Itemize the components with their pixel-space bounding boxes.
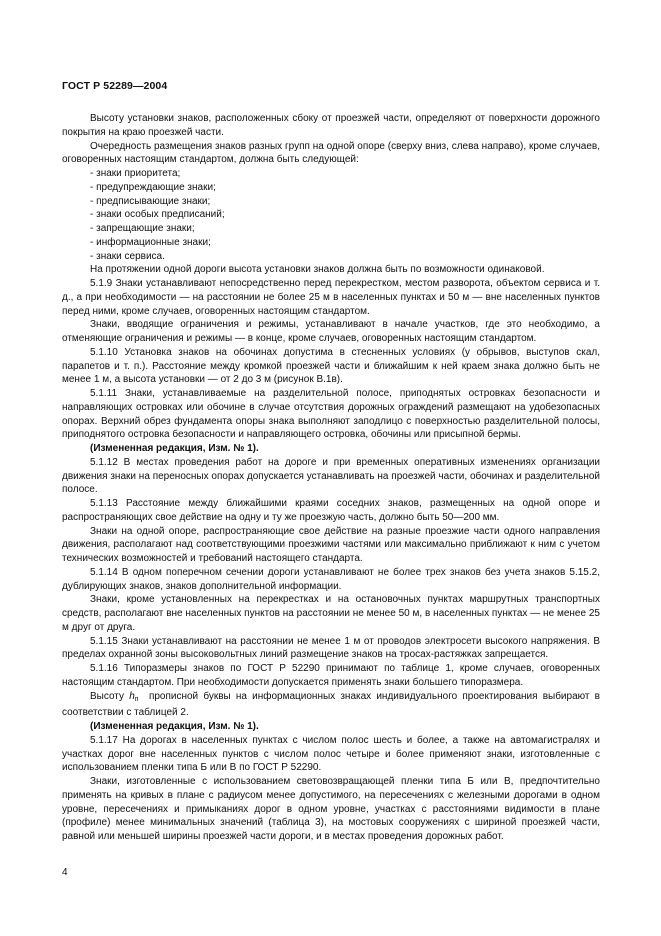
clause-5-1-13: 5.1.13 Расстояние между ближайшими краями соседних знаков, размещенных на одной опоре и распространяющих свое действие на одну и ту же проезжую часть, должно быть 50—200 мм. [62,498,600,523]
page-number: 4 [62,867,68,878]
letter-height-rest: прописной буквы на информационных знаках индивидуального проектирования выбирают в соответствии с таблицей 2. [62,690,600,719]
list-item: - предписывающие знаки; [90,195,211,207]
clause-5-1-11: 5.1.11 Знаки, устанавливаемые на разделительной полосе, приподнятых островках безопасности и направляющих островках или обочине в случае отсутствия дорожных ограждений размещают на удобезопасных опорах. Верхний обрез фундамента опоры знака выполняют заподлицо с поверхностью разделительной полосы, приподнятого островка безопасности и направляющего островка, обочины или присыпной бермы. [62,388,600,441]
clause-5-1-14: 5.1.14 В одном поперечном сечении дороги устанавливают не более трех знаков без учета знаков 5.15.2, дублирующих знаков, знаков дополнительной информации. [62,566,600,592]
document-body [62,112,600,844]
clause-5-1-17: 5.1.17 На дорогах в населенных пунктах с числом полос шесть и более, а также на автомагистралях и участках дорог вне населенных пунктов с числом полос четыре и более применяют знаки, изготовленные с использованием пленки типа Б или В по ГОСТ Р 52290. [62,734,600,774]
symbol-h: h [129,690,135,702]
paragraph: Знаки, кроме установленных на перекрестках и на остановочных пунктах маршрутных транспортных средств, располагают вне населенных пунктов на расстоянии не менее 50 м, в населенных пунктах — не менее 25 м друг от друга. [62,594,600,633]
paragraph: Знаки, изготовленные с использованием световозвращающей пленки типа Б или В, предпочтительно применять на кривых в плане с радиусом менее допустимого, на пересечениях с железными дорогами в одном уровне, пересечениях и примыканиях дорог в одном уровне, участках с расстояниями видимости в плане (профиле) менее минимальных значений (таблица 3), на мостовых сооружениях с шириной проезжей части, равной или меньшей ширины проезжей части дороги, и в местах проведения дорожных работ. [62,776,600,842]
clause-5-1-16: 5.1.16 Типоразмеры знаков по ГОСТ Р 52290 принимают по таблице 1, кроме случаев, оговоренных настоящим стандартом. При необходимости допускается применять знаки большего типоразмера. [62,663,600,688]
amendment-note: (Измененная редакция, Изм. № 1). [90,443,259,454]
clause-5-1-15: 5.1.15 Знаки устанавливают на расстоянии не менее 1 м от проводов электросети высокого напряжения. В пределах охранной зоны высоковольтных линий размещение знаков на тросах-растяжках запрещается. [62,635,600,661]
paragraph: Высоту установки знаков, расположенных сбоку от проезжей части, определяют от поверхности дорожного покрытия на краю проезжей части. [62,113,600,138]
amendment-note: (Измененная редакция, Изм. № 1). [90,721,259,732]
document-header: ГОСТ Р 52289—2004 [62,80,168,92]
paragraph: Очередность размещения знаков разных групп на одной опоре (сверху вниз, слева направо), кроме случаев, оговоренных настоящим стандартом, должна быть следующей: [62,140,600,166]
list-item: - знаки особых предписаний; [90,209,225,221]
letter-height-lead: Высоту [90,690,125,702]
clause-5-1-12: 5.1.12 В местах проведения работ на дороге и при временных оперативных изменениях организации движения знаки на переносных опорах допускается устанавливать на проезжей части, обочинах и разделительной полосе. [62,456,600,496]
clause-5-1-10: 5.1.10 Установка знаков на обочинах допустима в стесненных условиях (у обрывов, выступов скал, парапетов и т. п.). Расстояние между кромкой проезжей части и ближайшим к ней краем знака должно быть не менее 1 м, а высота установки — от 2 до 3 м (рисунок В.1в). [62,346,600,386]
letter-height-paragraph [62,690,600,721]
paragraph: Знаки, вводящие ограничения и режимы, устанавливают в начале участков, где это необходимо, а отменяющие ограничения и режимы — в конце, кроме случаев, оговоренных настоящим стандартом. [62,319,600,344]
list-item: - запрещающие знаки; [90,223,195,234]
paragraph: Знаки на одной опоре, распространяющие свое действие на разные проезжие части одного направления движения, располагают над соответствующими проезжими частями или максимально приближают к ним с учетом технических возможностей и требований настоящего стандарта. [62,525,600,564]
list-item: - знаки приоритета; [90,168,181,179]
symbol-h-subscript: п [134,695,139,703]
clause-5-1-9: 5.1.9 Знаки устанавливают непосредственно перед перекрестком, местом разворота, объектом сервиса и т. д., а при необходимости — на расстоянии не более 25 м в населенных пунктах и 50 м — вне населенных пунктов перед ними, кроме случаев, оговоренных настоящим стандартом. [62,278,600,317]
list-item: - информационные знаки; [90,236,211,248]
list-item: - предупреждающие знаки; [90,181,216,193]
list-item: - знаки сервиса. [90,250,165,262]
paragraph: На протяжении одной дороги высота установки знаков должна быть по возможности одинаковой. [90,264,545,276]
